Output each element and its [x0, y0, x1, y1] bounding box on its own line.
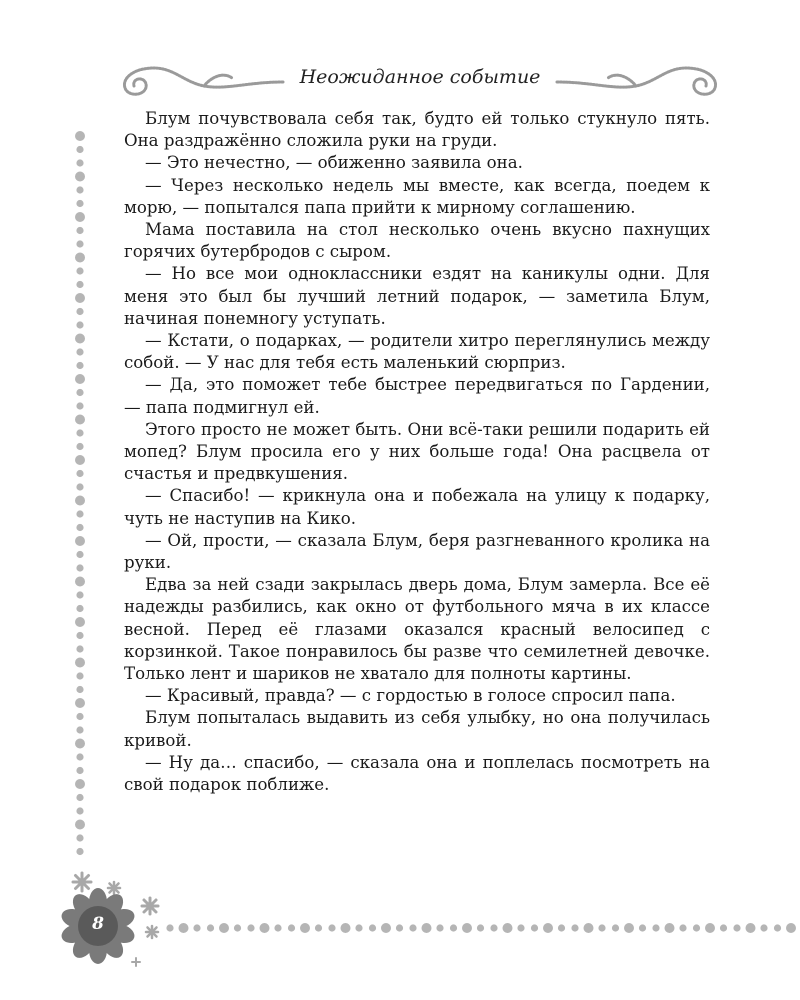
- border-dot: [76, 146, 83, 153]
- border-dot: [75, 617, 85, 627]
- border-dot: [75, 577, 85, 587]
- border-dot: [76, 348, 83, 355]
- border-dot: [760, 924, 767, 931]
- border-dot: [76, 551, 83, 558]
- border-dot: [450, 924, 457, 931]
- border-dot: [76, 362, 83, 369]
- border-dot: [76, 564, 83, 571]
- paragraph: Мама поставила на стол несколько очень вкусно пахнущих горячих бутербродов с сыром.: [124, 220, 710, 262]
- dotted-border-bottom: [160, 918, 800, 938]
- border-dot: [679, 924, 686, 931]
- border-dot: [355, 924, 362, 931]
- border-dot: [774, 924, 781, 931]
- border-dot: [76, 281, 83, 288]
- border-dot: [477, 924, 484, 931]
- border-dot: [422, 923, 432, 933]
- border-dot: [705, 923, 715, 933]
- page-title: Неожиданное событие: [299, 66, 541, 88]
- border-dot: [315, 924, 322, 931]
- border-dot: [517, 924, 524, 931]
- page-number: 8: [92, 914, 104, 934]
- paragraph: — Красивый, правда? — с гордостью в голосе спросил папа.: [145, 686, 676, 706]
- border-dot: [75, 293, 85, 303]
- border-dot: [76, 308, 83, 315]
- border-dot: [76, 443, 83, 450]
- border-dot: [76, 672, 83, 679]
- border-dot: [75, 374, 85, 384]
- border-dot: [76, 794, 83, 801]
- border-dot: [75, 698, 85, 708]
- border-dot: [207, 924, 214, 931]
- border-dot: [571, 924, 578, 931]
- paragraph: Этого просто не может быть. Они всё-таки решили подарить ей мопед? Блум просила его у них больше года! Она расцвела от счастья и предвкушения.: [124, 419, 710, 484]
- border-dot: [503, 923, 513, 933]
- border-dot: [75, 131, 85, 141]
- border-dot: [558, 924, 565, 931]
- border-dot: [76, 713, 83, 720]
- border-dot: [76, 429, 83, 436]
- border-dot: [76, 389, 83, 396]
- border-dot: [76, 645, 83, 652]
- border-dot: [179, 923, 189, 933]
- border-dot: [76, 848, 83, 855]
- paragraph: Едва за ней сзади закрылась дверь дома, Блум замерла. Все её надежды разбились, как окно от футбольного мяча в их классе весной. Перед её глазами оказался красный велосипед с корзинкой. Такое понравилось бы разве что семилетней девочке. Только лент и шариков не хватало для полноты картины.: [124, 575, 710, 684]
- border-dot: [720, 924, 727, 931]
- paragraph: — Да, это поможет тебе быстрее передвигаться по Гардении, — папа подмигнул ей.: [124, 375, 710, 417]
- border-dot: [75, 334, 85, 344]
- border-dot: [75, 496, 85, 506]
- border-dot: [288, 924, 295, 931]
- border-dot: [260, 923, 270, 933]
- paragraph: — Спасибо! — крикнула она и побежала на улицу к подарку, чуть не наступив на Кико.: [124, 486, 710, 528]
- border-dot: [75, 455, 85, 465]
- border-dot: [76, 807, 83, 814]
- paragraph: — Кстати, о подарках, — родители хитро переглянулись между собой. — У нас для тебя есть маленький сюрприз.: [124, 331, 710, 373]
- border-dot: [76, 834, 83, 841]
- border-dot: [381, 923, 391, 933]
- border-dot: [76, 726, 83, 733]
- border-dot: [234, 924, 241, 931]
- border-dot: [624, 923, 634, 933]
- paragraph: — Это нечестно, — обиженно заявила она.: [145, 153, 523, 173]
- border-dot: [746, 923, 756, 933]
- border-dot: [76, 240, 83, 247]
- border-dot: [598, 924, 605, 931]
- border-dot: [665, 923, 675, 933]
- border-dot: [76, 524, 83, 531]
- border-dot: [584, 923, 594, 933]
- border-dot: [76, 470, 83, 477]
- border-dot: [75, 536, 85, 546]
- border-dot: [612, 924, 619, 931]
- border-dot: [341, 923, 351, 933]
- border-dot: [166, 924, 173, 931]
- border-dot: [76, 227, 83, 234]
- border-dot: [531, 924, 538, 931]
- border-dot: [75, 820, 85, 830]
- border-dot: [75, 658, 85, 668]
- border-dot: [76, 591, 83, 598]
- border-dot: [328, 924, 335, 931]
- paragraph: Блум почувствовала себя так, будто ей только стукнуло пять. Она раздражённо сложила руки на груди.: [124, 109, 710, 151]
- border-dot: [76, 200, 83, 207]
- border-dot: [76, 267, 83, 274]
- border-dot: [75, 212, 85, 222]
- border-dot: [369, 924, 376, 931]
- border-dot: [247, 924, 254, 931]
- border-dot: [76, 402, 83, 409]
- border-dot: [639, 924, 646, 931]
- border-dot: [409, 924, 416, 931]
- border-dot: [543, 923, 553, 933]
- border-dot: [75, 415, 85, 425]
- border-dot: [75, 253, 85, 263]
- paragraph: — Через несколько недель мы вместе, как всегда, поедем к морю, — попытался папа прийти к мирному соглашению.: [124, 175, 710, 217]
- border-dot: [76, 186, 83, 193]
- border-dot: [76, 632, 83, 639]
- border-dot: [76, 321, 83, 328]
- border-dot: [75, 172, 85, 182]
- border-dot: [693, 924, 700, 931]
- paragraph: Блум попыталась выдавить из себя улыбку, но она получилась кривой.: [124, 708, 710, 750]
- flower-decoration-icon: [60, 866, 170, 976]
- body-text: [124, 108, 710, 796]
- paragraph: — Но все мои одноклассники ездят на каникулы одни. Для меня это был бы лучший летний подарок, — заметила Блум, начиная понемногу уступать.: [124, 264, 710, 328]
- border-dot: [274, 924, 281, 931]
- border-dot: [76, 686, 83, 693]
- border-dot: [76, 159, 83, 166]
- running-header: [100, 56, 740, 100]
- border-dot: [75, 779, 85, 789]
- border-dot: [462, 923, 472, 933]
- border-dot: [193, 924, 200, 931]
- border-dot: [76, 753, 83, 760]
- border-dot: [490, 924, 497, 931]
- border-dot: [786, 923, 796, 933]
- border-dot: [76, 767, 83, 774]
- border-dot: [76, 605, 83, 612]
- paragraph: — Ой, прости, — сказала Блум, беря разгневанного кролика на руки.: [124, 530, 710, 573]
- border-dot: [300, 923, 310, 933]
- border-dot: [396, 924, 403, 931]
- border-dot: [76, 510, 83, 517]
- border-dot: [652, 924, 659, 931]
- border-dot: [436, 924, 443, 931]
- border-dot: [733, 924, 740, 931]
- swirl-ornament-right-icon: [552, 60, 732, 100]
- dotted-border-left: [70, 128, 90, 868]
- border-dot: [75, 739, 85, 749]
- paragraph: — Ну да… спасибо, — сказала она и поплелась посмотреть на свой подарок поближе.: [124, 752, 710, 795]
- border-dot: [76, 483, 83, 490]
- border-dot: [219, 923, 229, 933]
